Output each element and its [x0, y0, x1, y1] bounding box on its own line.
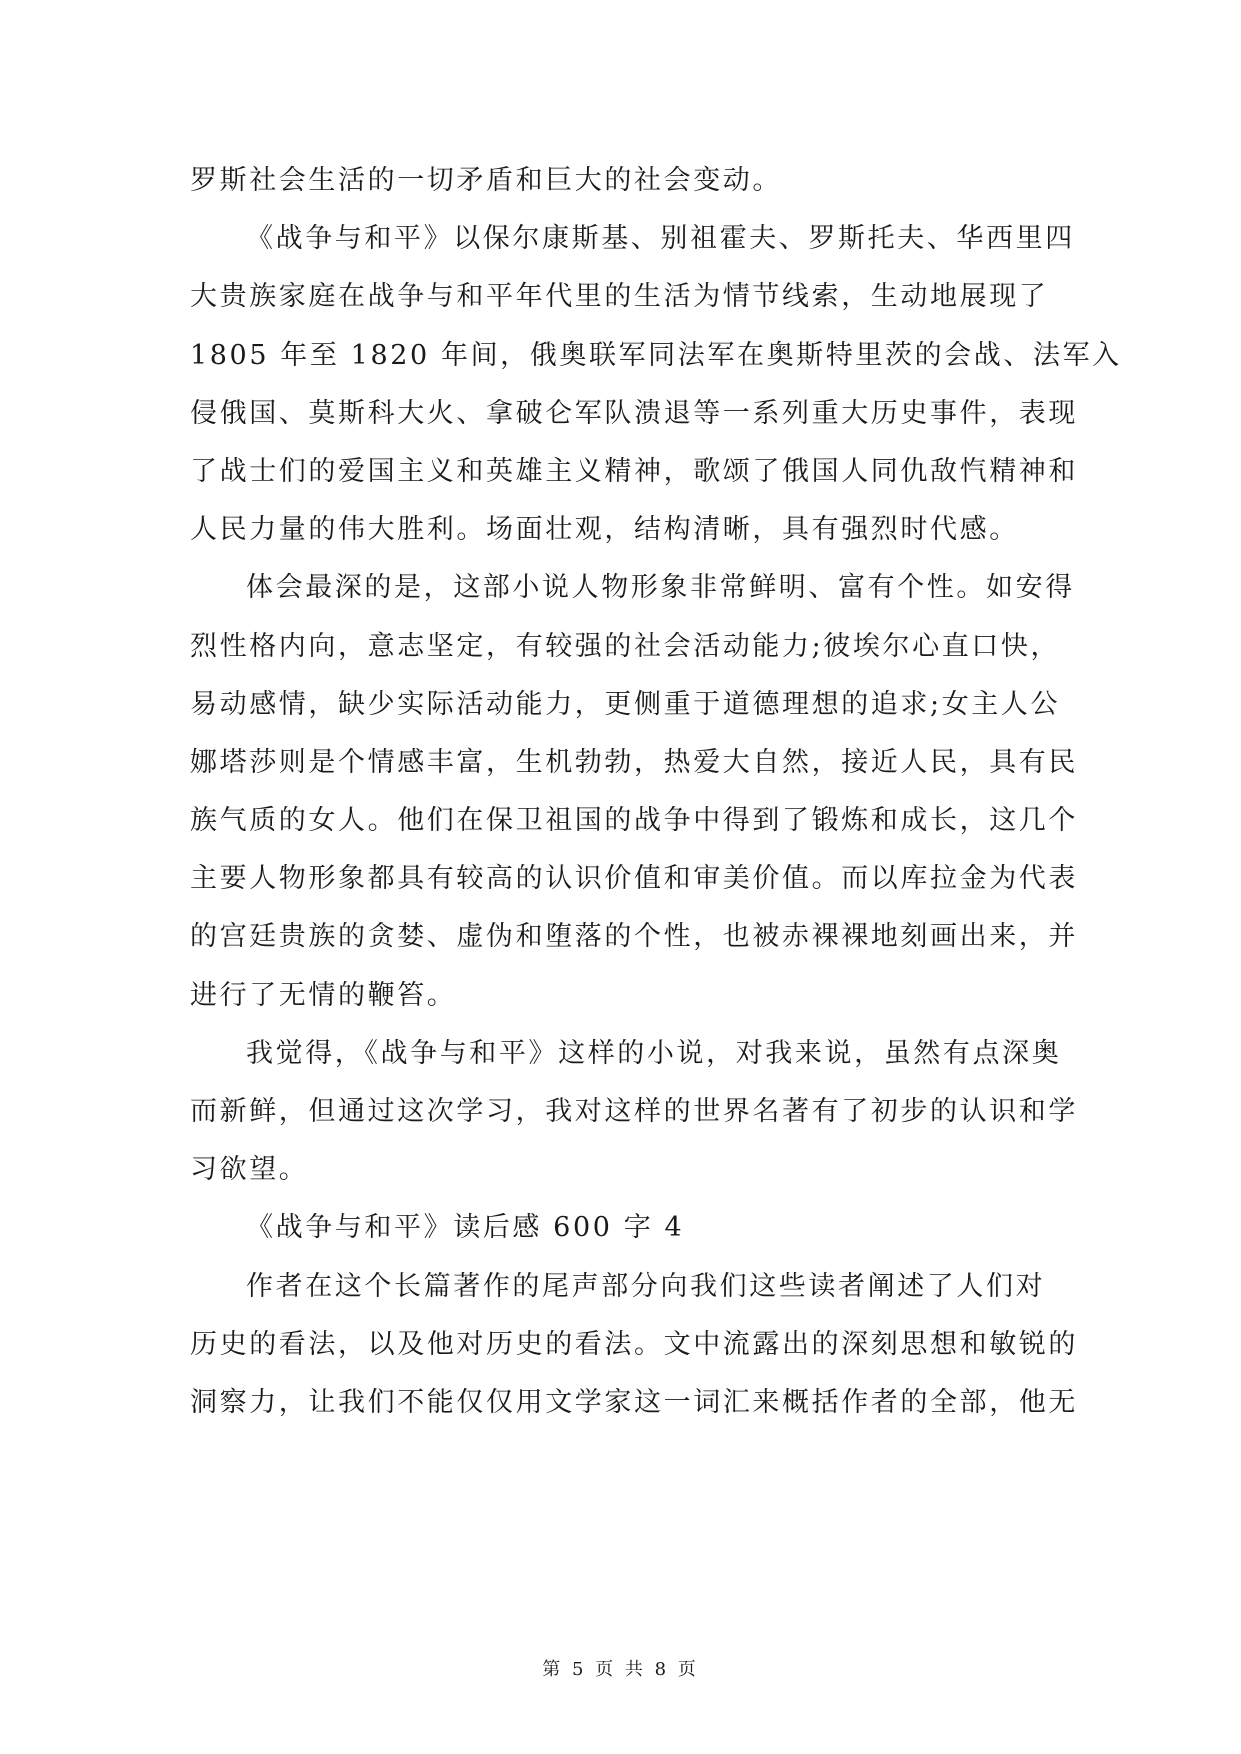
- text-line: 洞察力，让我们不能仅仅用文学家这一词汇来概括作者的全部，他无: [190, 1386, 1078, 1418]
- text-line: 体会最深的是，这部小说人物形象非常鲜明、富有个性。如安得: [246, 572, 1075, 604]
- text-line: 而新鲜，但通过这次学习，我对这样的世界名著有了初步的认识和学: [190, 1096, 1078, 1127]
- text-line: 大贵族家庭在战争与和平年代里的生活为情节线索，生动地展现了: [190, 281, 1049, 313]
- text-line: 主要人物形象都具有较高的认识价值和审美价值。而以库拉金为代表: [190, 863, 1078, 895]
- text-line: 1805 年至 1820 年间，俄奥联军同法军在奥斯特里茨的会战、法军入: [190, 339, 1122, 371]
- text-line: 人民力量的伟大胜利。场面壮观，结构清晰，具有强烈时代感。: [190, 514, 1019, 546]
- document-body: [190, 152, 1122, 1432]
- text-line: 易动感情，缺少实际活动能力，更侧重于道德理想的追求;女主人公: [190, 688, 1061, 720]
- text-line: 历史的看法，以及他对历史的看法。文中流露出的深刻思想和敏锐的: [190, 1328, 1078, 1360]
- text-line: 族气质的女人。他们在保卫祖国的战争中得到了锻炼和成长，这几个: [190, 805, 1078, 837]
- text-line: 侵俄国、莫斯科大火、拿破仑军队溃退等一系列重大历史事件，表现: [190, 397, 1078, 429]
- text-line: 习欲望。: [190, 1154, 309, 1186]
- text-line: 烈性格内向，意志坚定，有较强的社会活动能力;彼埃尔心直口快，: [190, 630, 1061, 662]
- text-line: 娜塔莎则是个情感丰富，生机勃勃，热爱大自然，接近人民，具有民: [190, 746, 1078, 778]
- text-line: 了战士们的爱国主义和英雄主义精神，歌颂了俄国人同仇敌忾精神和: [190, 455, 1078, 487]
- text-line: 进行了无情的鞭笞。: [190, 979, 457, 1011]
- text-line: 的宫廷贵族的贪婪、虚伪和堕落的个性，也被赤裸裸地刻画出来，并: [190, 921, 1078, 953]
- text-line: 作者在这个长篇著作的尾声部分向我们这些读者阐述了人们对: [246, 1270, 1046, 1302]
- text-line: 罗斯社会生活的一切矛盾和巨大的社会变动。: [190, 165, 782, 196]
- text-line: 我觉得，《战争与和平》这样的小说，对我来说，虽然有点深奥: [246, 1037, 1062, 1069]
- text-line: 《战争与和平》以保尔康斯基、别祖霍夫、罗斯托夫、华西里四: [246, 223, 1075, 255]
- page-number-footer: 第 5 页 共 8 页: [542, 1659, 699, 1680]
- section-heading: 《战争与和平》读后感 600 字 4: [246, 1212, 685, 1244]
